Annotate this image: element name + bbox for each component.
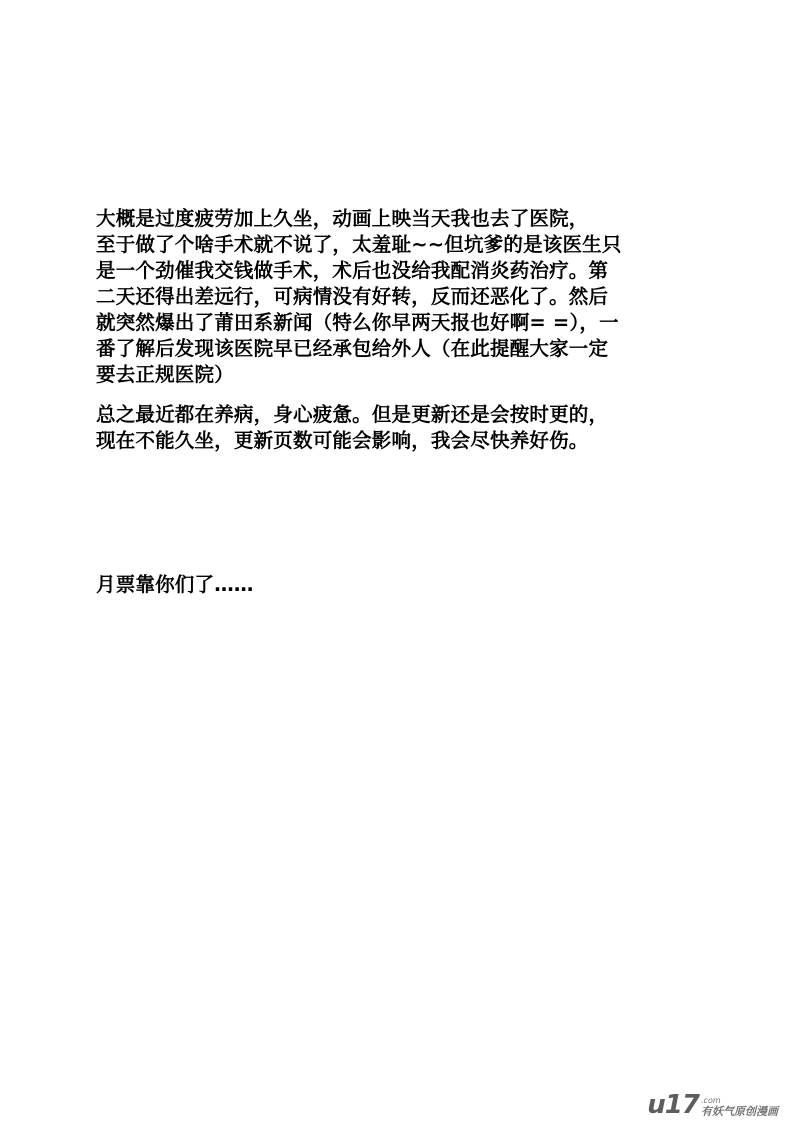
text-line: 就突然爆出了莆田系新闻（特么你早两天报也好啊= =），一	[96, 311, 619, 334]
paragraph-update-notice	[96, 402, 776, 454]
text-line: 要去正规医院）	[96, 363, 234, 386]
text-line: 现在不能久坐，更新页数可能会影响，我会尽快养好伤。	[96, 429, 589, 452]
text-line: 二天还得出差远行，可病情没有好转，反而还恶化了。然后	[96, 285, 609, 308]
paragraph-monthly-ticket	[96, 572, 776, 598]
watermark-domain: .com	[701, 1096, 721, 1105]
text-line: 月票靠你们了……	[96, 573, 254, 596]
text-line: 至于做了个啥手术就不说了，太羞耻~~但坑爹的是该医生只	[96, 233, 622, 256]
text-line: 番了解后发现该医院早已经承包给外人（在此提醒大家一定	[96, 337, 609, 360]
paragraph-hospital-story	[96, 206, 776, 388]
u17-watermark	[647, 1092, 778, 1118]
text-line: 是一个劲催我交钱做手术，术后也没给我配消炎药治疗。第	[96, 259, 609, 282]
watermark-text-group	[701, 1096, 778, 1118]
u17-logo: u17	[647, 1090, 699, 1120]
watermark-slogan: 有妖气原创漫画	[701, 1105, 778, 1118]
text-line: 大概是过度疲劳加上久坐，动画上映当天我也去了医院，	[96, 207, 589, 230]
text-line: 总之最近都在养病，身心疲惫。但是更新还是会按时更的，	[96, 403, 609, 426]
